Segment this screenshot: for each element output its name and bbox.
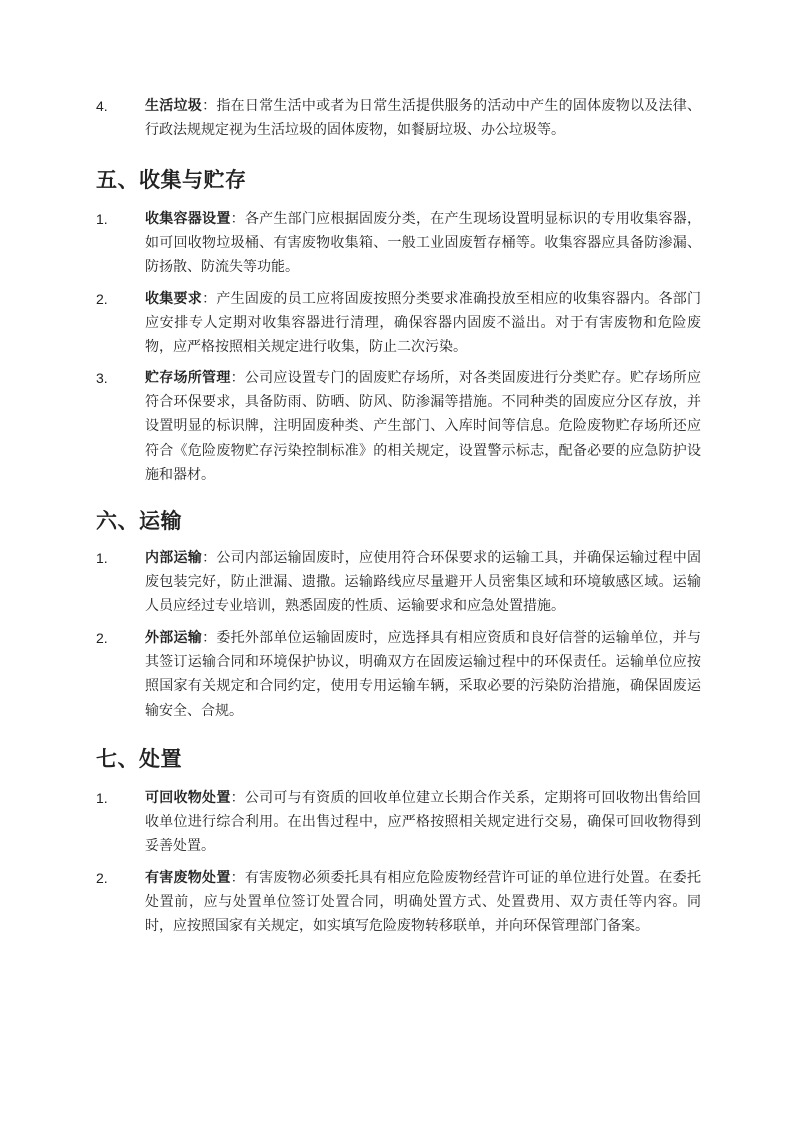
list-item-number: 4. bbox=[96, 98, 108, 114]
list-item-term: 可回收物处置 bbox=[145, 790, 231, 806]
section-heading: 五、收集与贮存 bbox=[96, 168, 247, 192]
list-item bbox=[96, 546, 706, 619]
list-item-number: 3. bbox=[96, 370, 108, 386]
list-item-term: 贮存场所管理 bbox=[145, 370, 231, 386]
list-item bbox=[96, 94, 706, 142]
list-item-number: 1. bbox=[96, 550, 108, 566]
list-item-number: 2. bbox=[96, 630, 108, 646]
list-item-term: 收集要求 bbox=[145, 291, 203, 307]
list-item-text: 各产生部门应根据固废分类，在产生现场设置明显标识的专用收集容器，如可回收物垃圾桶、有害废物收集箱、一般工业固废暂存桶等。收集容器应具备防渗漏、防扬散、防流失等功能。 bbox=[145, 211, 702, 276]
list-item-term: 收集容器设置 bbox=[145, 211, 231, 227]
list-item bbox=[96, 287, 706, 360]
list-item-text: 有害废物必须委托具有相应危险废物经营许可证的单位进行处置。在委托处置前，应与处置单位签订处置合同，明确处置方式、处置费用、双方责任等内容。同时，应按照国家有关规定，如实填写危险废物转移联单，并向环保管理部门备案。 bbox=[145, 870, 702, 935]
list-item-text: 公司可与有资质的回收单位建立长期合作关系，定期将可回收物出售给回收单位进行综合利用。在出售过程中，应严格按照相关规定进行交易，确保可回收物得到妥善处置。 bbox=[145, 790, 702, 855]
list-item bbox=[96, 866, 706, 939]
list-item-text: 委托外部单位运输固废时，应选择具有相应资质和良好信誉的运输单位，并与其签订运输合同和环境保护协议，明确双方在固废运输过程中的环保责任。运输单位应按照国家有关规定和合同约定，使用专用运输车辆，采取必要的污染防治措施，确保固废运输安全、合规。 bbox=[145, 630, 702, 719]
list-item-term: 内部运输 bbox=[145, 550, 203, 566]
list-item bbox=[96, 626, 706, 723]
list-item-term: 有害废物处置 bbox=[145, 870, 231, 886]
list-item-number: 2. bbox=[96, 291, 108, 307]
section-heading: 七、处置 bbox=[96, 747, 182, 771]
list-item-text: 指在日常生活中或者为日常生活提供服务的活动中产生的固体废物以及法律、行政法规规定视为生活垃圾的固体废物，如餐厨垃圾、办公垃圾等。 bbox=[145, 98, 702, 139]
list-item-term: 生活垃圾 bbox=[145, 98, 203, 114]
list-item-body: 贮存场所管理：公司应设置专门的固废贮存场所，对各类固废进行分类贮存。贮存场所应符合环保要求，具备防雨、防晒、防风、防渗漏等措施。不同种类的固废应分区存放，并设置明显的标识牌，注明固废种类、产生部门、入库时间等信息。危险废物贮存场所还应符合《危险废物贮存污染控制标准》的相关规定，设置警示标志，配备必要的应急防护设施和器材。 bbox=[145, 370, 702, 483]
list-item-term: 外部运输 bbox=[145, 630, 203, 646]
list-item-text: 公司应设置专门的固废贮存场所，对各类固废进行分类贮存。贮存场所应符合环保要求，具备防雨、防晒、防风、防渗漏等措施。不同种类的固废应分区存放，并设置明显的标识牌，注明固废种类、产生部门、入库时间等信息。危险废物贮存场所还应符合《危险废物贮存污染控制标准》的相关规定，设置警示标志，配备必要的应急防护设施和器材。 bbox=[145, 370, 702, 483]
list-item-body: 可回收物处置：公司可与有资质的回收单位建立长期合作关系，定期将可回收物出售给回收单位进行综合利用。在出售过程中，应严格按照相关规定进行交易，确保可回收物得到妥善处置。 bbox=[145, 790, 702, 855]
list-item-text: 产生固废的员工应将固废按照分类要求准确投放至相应的收集容器内。各部门应安排专人定期对收集容器进行清理，确保容器内固废不溢出。对于有害废物和危险废物，应严格按照相关规定进行收集，防止二次污染。 bbox=[145, 291, 702, 356]
list-item bbox=[96, 366, 706, 487]
list-item bbox=[96, 207, 706, 280]
list-item-body: 有害废物处置：有害废物必须委托具有相应危险废物经营许可证的单位进行处置。在委托处置前，应与处置单位签订处置合同，明确处置方式、处置费用、双方责任等内容。同时，应按照国家有关规定，如实填写危险废物转移联单，并向环保管理部门备案。 bbox=[145, 870, 702, 935]
list-item-body: 收集要求：产生固废的员工应将固废按照分类要求准确投放至相应的收集容器内。各部门应安排专人定期对收集容器进行清理，确保容器内固废不溢出。对于有害废物和危险废物，应严格按照相关规定进行收集，防止二次污染。 bbox=[145, 291, 702, 356]
list-item bbox=[96, 786, 706, 859]
list-item-number: 1. bbox=[96, 211, 108, 227]
list-item-body: 生活垃圾：指在日常生活中或者为日常生活提供服务的活动中产生的固体废物以及法律、行政法规规定视为生活垃圾的固体废物，如餐厨垃圾、办公垃圾等。 bbox=[145, 98, 702, 139]
list-item-body: 外部运输：委托外部单位运输固废时，应选择具有相应资质和良好信誉的运输单位，并与其签订运输合同和环境保护协议，明确双方在固废运输过程中的环保责任。运输单位应按照国家有关规定和合同约定，使用专用运输车辆，采取必要的污染防治措施，确保固废运输安全、合规。 bbox=[145, 630, 702, 719]
section-heading: 六、运输 bbox=[96, 509, 182, 533]
list-item-text: 公司内部运输固废时，应使用符合环保要求的运输工具，并确保运输过程中固废包装完好，防止泄漏、遗撒。运输路线应尽量避开人员密集区域和环境敏感区域。运输人员应经过专业培训，熟悉固废的性质、运输要求和应急处置措施。 bbox=[145, 550, 702, 615]
list-item-body: 收集容器设置：各产生部门应根据固废分类，在产生现场设置明显标识的专用收集容器，如可回收物垃圾桶、有害废物收集箱、一般工业固废暂存桶等。收集容器应具备防渗漏、防扬散、防流失等功能。 bbox=[145, 211, 702, 276]
list-item-number: 1. bbox=[96, 790, 108, 806]
list-item-body: 内部运输：公司内部运输固废时，应使用符合环保要求的运输工具，并确保运输过程中固废包装完好，防止泄漏、遗撒。运输路线应尽量避开人员密集区域和环境敏感区域。运输人员应经过专业培训，熟悉固废的性质、运输要求和应急处置措施。 bbox=[145, 550, 702, 615]
list-item-number: 2. bbox=[96, 870, 108, 886]
